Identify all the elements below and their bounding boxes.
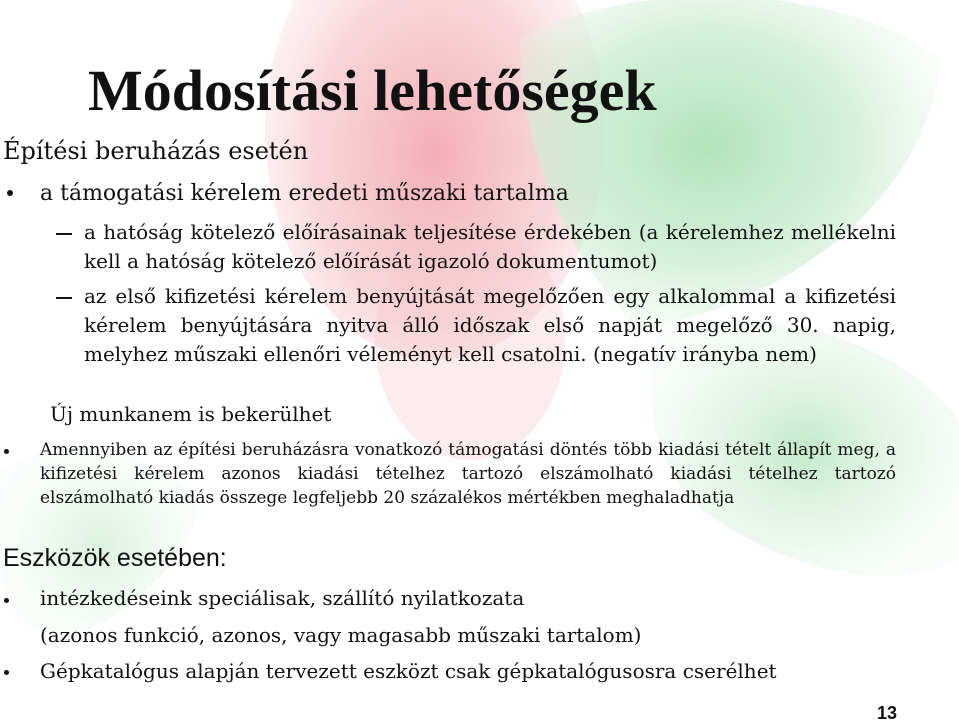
page-number: 13 bbox=[876, 703, 897, 723]
slide-title: Módosítási lehetőségek bbox=[88, 58, 657, 123]
bullet-text: Amennyiben az építési beruházásra vonatkozó támogatási döntés több kiadási tételt állapít meg, a kifizetési kérelem azonos kiadási tételhez tartozó elszámolható kiadási tételhez tartozó elszámolható kiadás összege legfeljebb 20 százalékos mértékben meghaladhatja bbox=[40, 440, 896, 508]
dash-icon bbox=[56, 297, 72, 299]
bullet-text: intézkedéseink speciálisak, szállító nyilatkozata bbox=[40, 586, 525, 610]
dash-icon bbox=[56, 233, 72, 235]
bullet-icon bbox=[7, 190, 13, 196]
bullet-text: Gépkatalógus alapján tervezett eszközt csak gépkatalógusosra cserélhet bbox=[40, 659, 777, 683]
section-heading-construction: Építési beruházás esetén bbox=[3, 137, 309, 165]
sub-item-text: a hatóság kötelező előírásainak teljesítése érdekében (a kérelemhez mellékelni kell a hatóság kötelező előírását igazoló dokumentumot) bbox=[84, 220, 896, 273]
bullet-note-same-function: (azonos funkció, azonos, vagy magasabb műszaki tartalom) bbox=[40, 623, 642, 647]
bullet-icon bbox=[4, 598, 9, 603]
sub-item-text: az első kifizetési kérelem benyújtását megelőzően egy alkalommal a kifizetési kérelem benyújtására nyitva álló időszak első napját megelőző 30. napig, melyhez műszaki ellenőri véleményt kell csatolni. (negatív irányba nem) bbox=[84, 284, 896, 366]
bullet-text: a támogatási kérelem eredeti műszaki tartalma bbox=[40, 181, 569, 206]
bullet-icon bbox=[4, 670, 9, 675]
bullet-icon bbox=[4, 449, 9, 454]
section-heading-equipment: Eszközök esetében: bbox=[3, 544, 227, 572]
new-work-type-note: Új munkanem is bekerülhet bbox=[50, 402, 332, 426]
